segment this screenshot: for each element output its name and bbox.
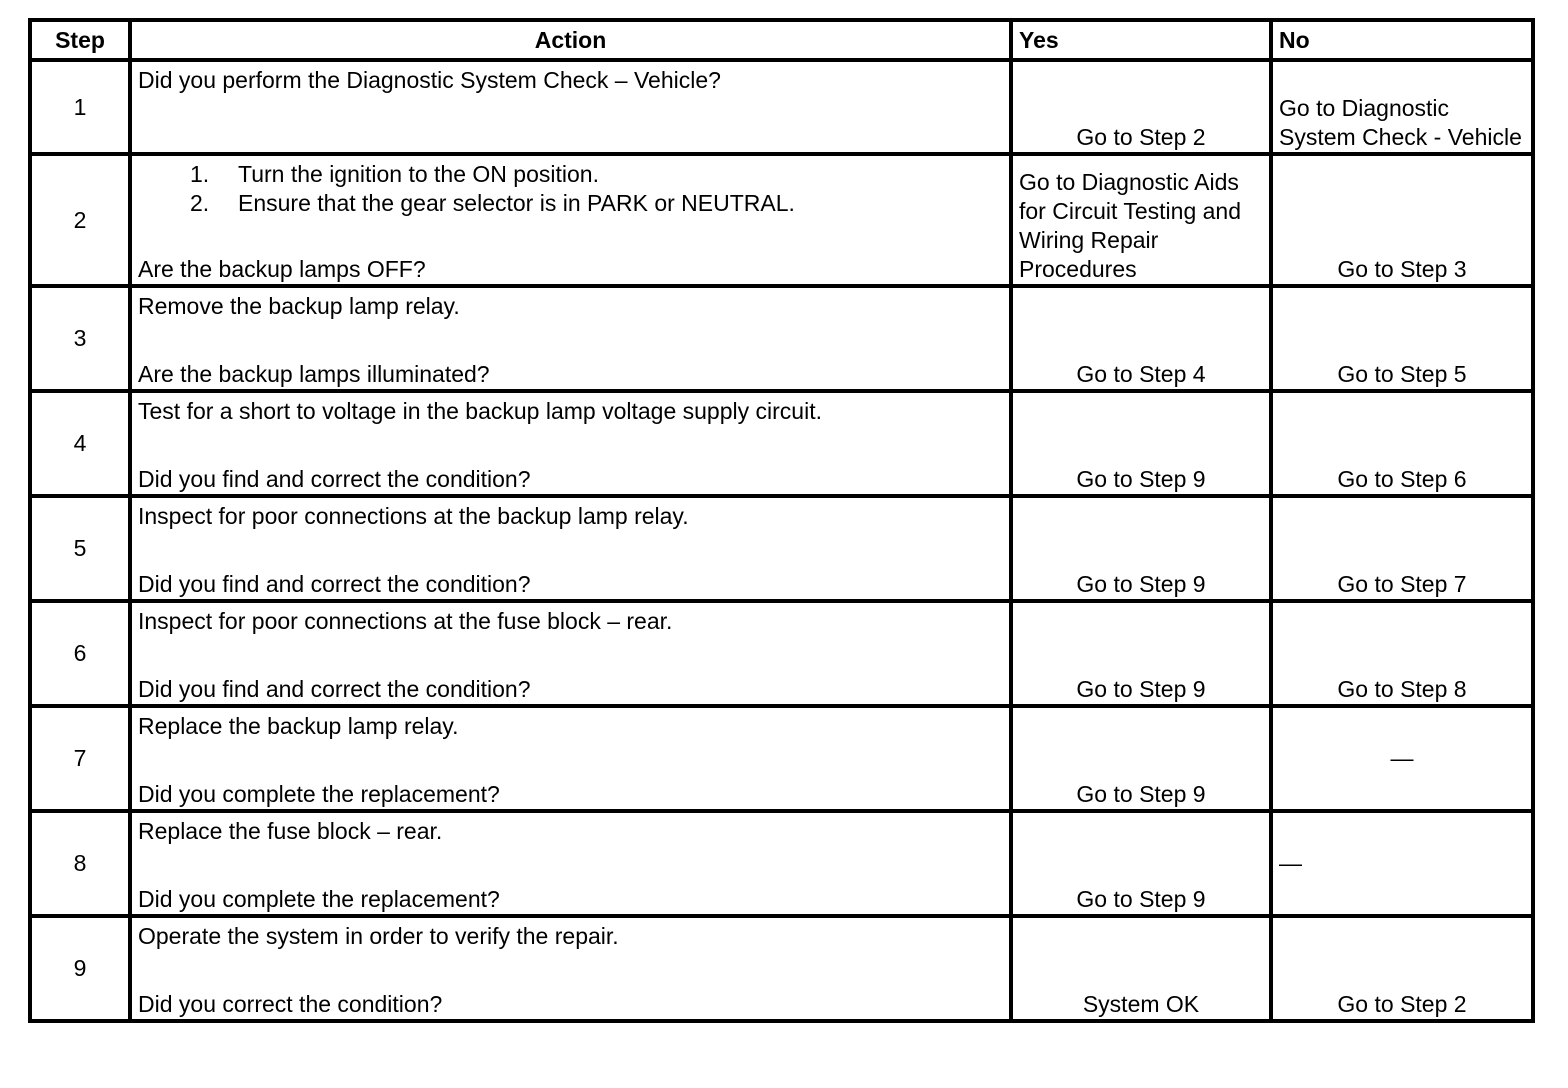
yes-text: Go to Step 9 bbox=[1076, 466, 1206, 492]
action-cell bbox=[130, 916, 1011, 1021]
action-cell bbox=[130, 286, 1011, 391]
action-list-item: Ensure that the gear selector is in PARK or NEUTRAL. bbox=[238, 190, 795, 216]
yes-text: Go to Step 2 bbox=[1076, 124, 1206, 150]
action-question: Did you find and correct the condition? bbox=[138, 571, 531, 597]
table-row bbox=[30, 391, 1533, 496]
header-action: Action bbox=[130, 20, 1011, 60]
no-cell bbox=[1271, 496, 1533, 601]
action-text: Did you perform the Diagnostic System Check – Vehicle? bbox=[138, 67, 721, 93]
table-row bbox=[30, 916, 1533, 1021]
action-cell bbox=[130, 601, 1011, 706]
step-number: 3 bbox=[30, 286, 130, 391]
yes-text: Go to Step 4 bbox=[1076, 361, 1206, 387]
action-list-item: Turn the ignition to the ON position. bbox=[238, 161, 599, 187]
step-number: 8 bbox=[30, 811, 130, 916]
no-text: Go to Step 7 bbox=[1337, 571, 1467, 597]
action-cell bbox=[130, 811, 1011, 916]
yes-cell bbox=[1011, 916, 1271, 1021]
step-number: 5 bbox=[30, 496, 130, 601]
no-dash: — bbox=[1279, 850, 1302, 876]
yes-cell bbox=[1011, 60, 1271, 154]
no-cell bbox=[1271, 811, 1533, 916]
yes-text: Go to Diagnostic Aids for Circuit Testing and Wiring Repair Procedures bbox=[1019, 169, 1242, 282]
no-cell bbox=[1271, 601, 1533, 706]
no-cell bbox=[1271, 154, 1533, 286]
step-number: 9 bbox=[30, 916, 130, 1021]
step-number: 6 bbox=[30, 601, 130, 706]
table-row bbox=[30, 60, 1533, 154]
no-cell bbox=[1271, 706, 1533, 811]
step-number: 2 bbox=[30, 154, 130, 286]
yes-cell bbox=[1011, 286, 1271, 391]
action-text: Test for a short to voltage in the backup lamp voltage supply circuit. bbox=[138, 398, 822, 424]
table-row bbox=[30, 811, 1533, 916]
no-cell bbox=[1271, 286, 1533, 391]
table-row bbox=[30, 601, 1533, 706]
table-row bbox=[30, 706, 1533, 811]
yes-cell bbox=[1011, 391, 1271, 496]
yes-cell bbox=[1011, 154, 1271, 286]
action-text: Replace the fuse block – rear. bbox=[138, 818, 443, 844]
step-number: 1 bbox=[30, 60, 130, 154]
action-question: Are the backup lamps OFF? bbox=[138, 256, 426, 282]
action-question: Did you complete the replacement? bbox=[138, 781, 500, 807]
action-question: Did you correct the condition? bbox=[138, 991, 443, 1017]
action-text: Inspect for poor connections at the fuse block – rear. bbox=[138, 608, 673, 634]
yes-text: Go to Step 9 bbox=[1076, 571, 1206, 597]
table-row bbox=[30, 154, 1533, 286]
yes-cell bbox=[1011, 601, 1271, 706]
no-dash: — bbox=[1390, 745, 1414, 771]
no-cell bbox=[1271, 391, 1533, 496]
yes-text: Go to Step 9 bbox=[1076, 676, 1206, 702]
action-text: Replace the backup lamp relay. bbox=[138, 713, 459, 739]
action-question: Did you complete the replacement? bbox=[138, 886, 500, 912]
no-text: Go to Diagnostic System Check - Vehicle bbox=[1279, 95, 1522, 150]
yes-text: Go to Step 9 bbox=[1076, 781, 1206, 807]
yes-cell bbox=[1011, 496, 1271, 601]
header-step: Step bbox=[30, 20, 130, 60]
yes-text: Go to Step 9 bbox=[1076, 886, 1206, 912]
step-number: 7 bbox=[30, 706, 130, 811]
no-cell bbox=[1271, 60, 1533, 154]
no-text: Go to Step 6 bbox=[1337, 466, 1467, 492]
no-text: Go to Step 5 bbox=[1337, 361, 1467, 387]
action-cell bbox=[130, 496, 1011, 601]
no-text: Go to Step 8 bbox=[1337, 676, 1467, 702]
diagnostic-table bbox=[28, 18, 1535, 1023]
action-question: Did you find and correct the condition? bbox=[138, 466, 531, 492]
no-text: Go to Step 2 bbox=[1337, 991, 1467, 1017]
action-text: Operate the system in order to verify the repair. bbox=[138, 923, 619, 949]
yes-cell bbox=[1011, 811, 1271, 916]
action-question: Did you find and correct the condition? bbox=[138, 676, 531, 702]
no-text: Go to Step 3 bbox=[1337, 256, 1467, 282]
action-cell bbox=[130, 60, 1011, 154]
table-row bbox=[30, 496, 1533, 601]
action-list bbox=[138, 160, 1003, 218]
header-no: No bbox=[1271, 20, 1533, 60]
action-cell bbox=[130, 154, 1011, 286]
action-cell bbox=[130, 706, 1011, 811]
no-cell bbox=[1271, 916, 1533, 1021]
action-cell bbox=[130, 391, 1011, 496]
action-text: Inspect for poor connections at the backup lamp relay. bbox=[138, 503, 689, 529]
table-row bbox=[30, 286, 1533, 391]
table-header-row bbox=[30, 20, 1533, 60]
action-text: Remove the backup lamp relay. bbox=[138, 293, 460, 319]
action-question: Are the backup lamps illuminated? bbox=[138, 361, 490, 387]
yes-text: System OK bbox=[1082, 991, 1200, 1017]
yes-cell bbox=[1011, 706, 1271, 811]
header-yes: Yes bbox=[1011, 20, 1271, 60]
step-number: 4 bbox=[30, 391, 130, 496]
